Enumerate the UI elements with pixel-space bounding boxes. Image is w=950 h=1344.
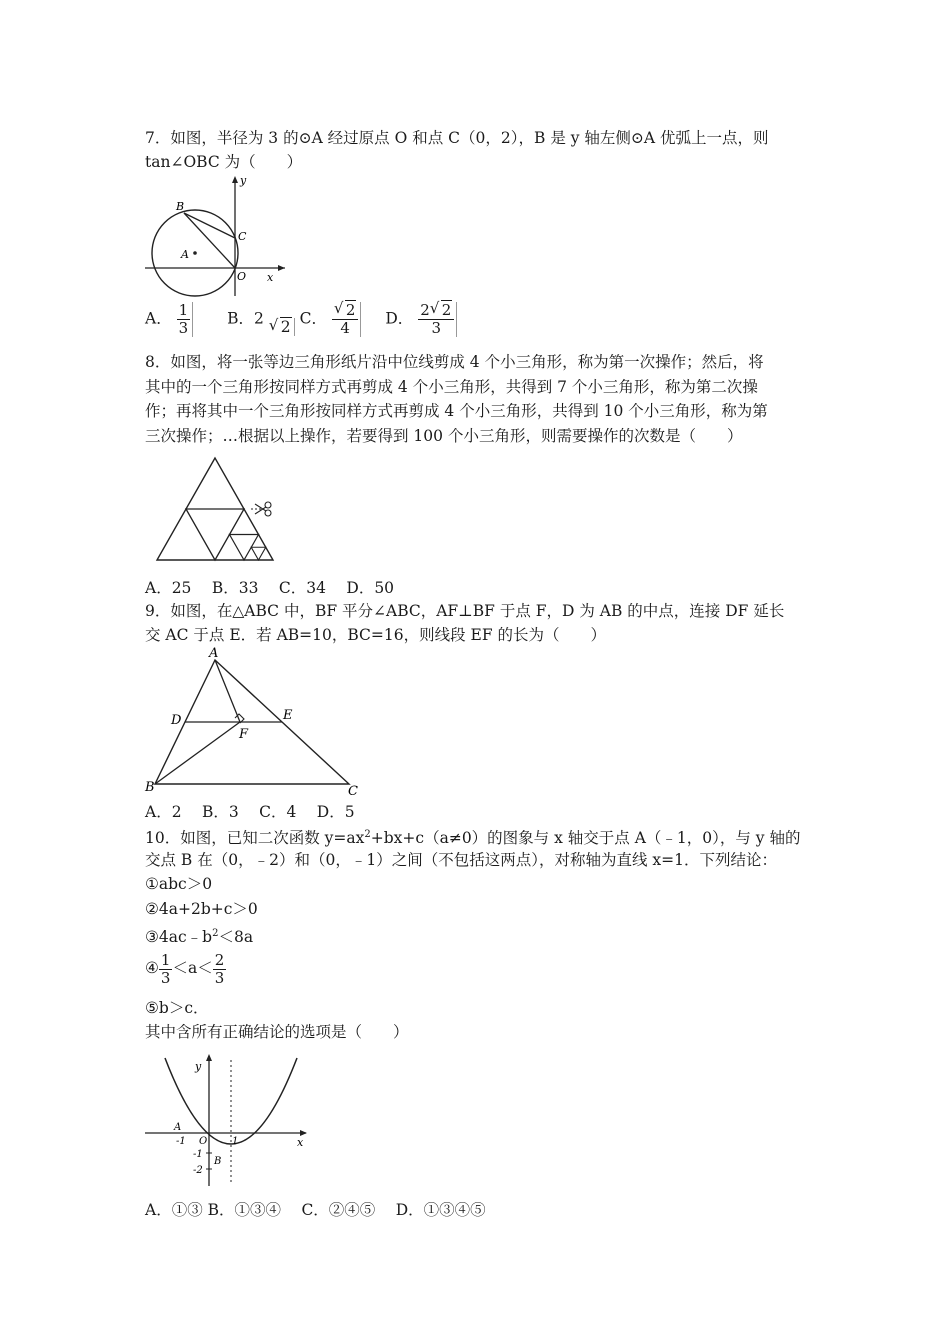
q8-text-line2: 其中的一个三角形按同样方式再剪成 4 个小三角形，共得到 7 个小三角形，称为第二次操 [145, 378, 758, 396]
q7-center-dot [193, 251, 197, 255]
q10-text-line1-post: +bx+c（a≠0）的图象与 x 轴交于点 A（﹣1，0），与 y 轴的 [370, 829, 801, 848]
q7-option-c-fraction [332, 302, 362, 337]
q10-text-line2: 交点 B 在（0，﹣2）和（0，﹣1）之间（不包括这两点），对称轴为直线 x=1．下列结论： [145, 851, 777, 869]
q10-parabola-graph [143, 1050, 311, 1188]
q7-option-a-denominator: 3 [178, 319, 189, 337]
q10-conclusion-5: ⑤b＞c． [145, 999, 209, 1017]
q9-label-c: C [348, 784, 358, 798]
q10-text-line1 [145, 825, 800, 848]
q9-segment-af [215, 660, 240, 722]
q10-label-minus1: -1 [176, 1136, 186, 1147]
q7-option-b-sqrt [269, 318, 295, 336]
q10-text-line1-sup: 2 [364, 829, 371, 840]
q10-frac1-denominator: 3 [160, 968, 171, 987]
q10-conclusion-4-pre: ④ [145, 959, 159, 977]
q7-option-a-fraction [177, 302, 194, 337]
scissors-icon [255, 502, 271, 516]
q10-figure [143, 1050, 311, 1188]
q7-segment-bo [184, 213, 235, 268]
q8-third-cut [251, 547, 266, 560]
q7-label-o: O [237, 270, 247, 283]
q9-label-b: B [145, 780, 155, 795]
q10-conclusion-4-mid: ＜a＜ [172, 959, 213, 977]
q7-option-c-denominator: 4 [340, 319, 350, 337]
q10-label-y-minus2: -2 [193, 1165, 203, 1176]
q8-text-line1: 8．如图，将一张等边三角形纸片沿中位线剪成 4 个小三角形，称为第一次操作；然后，将 [145, 353, 764, 371]
q10-conclusion-3-pre: ③4ac﹣b [145, 928, 213, 947]
q7-option-c-numerator [332, 302, 359, 320]
q10-conclusion-1: ①abc＞0 [145, 875, 213, 893]
q9-triangle-diagram [143, 646, 361, 798]
q9-segment-bf [155, 722, 240, 784]
q7-figure [143, 172, 288, 298]
q8-text-line4: 三次操作；…根据以上操作，若要得到 100 个小三角形，则需要操作的次数是（ ） [145, 427, 743, 445]
q7-option-a-label: A． [145, 309, 172, 328]
q10-label-y-minus1: -1 [193, 1149, 203, 1160]
q9-label-e: E [283, 708, 293, 723]
q7-y-arrow [232, 176, 238, 183]
q9-options: A．2 B．3 C．4 D．5 [145, 803, 355, 821]
q10-text-line1-pre: 10．如图，已知二次函数 y=ax [145, 829, 365, 848]
q7-option-d-coefficient: 2 [420, 301, 430, 319]
q7-option-d-radicand: 2 [441, 301, 452, 319]
q10-label-b: B [214, 1156, 222, 1167]
q9-figure [143, 646, 361, 798]
q10-label-o: O [199, 1136, 208, 1147]
q8-options: A．25 B．33 C．34 D．50 [145, 579, 395, 597]
q7-option-a-numerator: 1 [178, 301, 189, 319]
q10-label-one: 1 [232, 1136, 239, 1147]
q7-option-b-label: B．2 [227, 309, 264, 328]
q7-option-b-radicand: 2 [280, 317, 291, 336]
q7-x-arrow [278, 265, 285, 271]
q7-option-c-label: C． [299, 309, 327, 328]
q7-text-line1: 7．如图，半径为 3 的⊙A 经过原点 O 和点 C（0，2），B 是 y 轴左侧⊙A 优弧上一点，则 [145, 129, 769, 147]
q7-option-d-denominator: 3 [431, 319, 441, 337]
q10-label-y: y [195, 1060, 202, 1073]
q7-option-d-fraction [418, 302, 457, 337]
q7-label-x: x [267, 271, 274, 284]
q10-frac2-numerator: 2 [214, 950, 225, 969]
q7-option-d-label: D． [385, 309, 414, 328]
q10-conclusion-2: ②4a+2b+c＞0 [145, 900, 258, 918]
q9-label-f: F [239, 727, 249, 742]
q7-label-y: y [240, 174, 247, 187]
q10-conclusion-4-frac2 [213, 952, 227, 987]
q10-frac1-numerator: 1 [160, 950, 171, 969]
q10-conclusion-4-frac1 [159, 952, 173, 987]
q10-y-arrow [206, 1054, 212, 1061]
q8-text-line3: 作；再将其中一个三角形按同样方式再剪成 4 个小三角形，共得到 10 个小三角形，称为第 [145, 402, 768, 420]
q10-options: A．①③ B．①③④ C．②④⑤ D．①③④⑤ [145, 1201, 486, 1219]
q7-option-c-radicand: 2 [345, 301, 356, 319]
q9-text-line2: 交 AC 于点 E．若 AB=10，BC=16，则线段 EF 的长为（ ） [145, 626, 607, 644]
q8-figure [143, 452, 283, 566]
q10-frac2-denominator: 3 [214, 968, 225, 987]
q10-conclusion-4 [145, 946, 226, 990]
q8-triangle-diagram [143, 452, 283, 566]
q9-label-d: D [171, 713, 182, 728]
q7-label-b: B [176, 200, 185, 213]
q10-label-a: A [174, 1122, 182, 1133]
q9-label-a: A [209, 646, 219, 661]
q10-label-x: x [297, 1136, 304, 1149]
q7-label-c: C [238, 230, 247, 243]
q10-conclusion-3-sup: 2 [212, 928, 219, 939]
q10-question: 其中含所有正确结论的选项是（ ） [145, 1023, 409, 1041]
q9-text-line1: 9．如图，在△ABC 中，BF 平分∠ABC，AF⊥BF 于点 F，D 为 AB 的中点，连接 DF 延长 [145, 602, 785, 620]
q10-conclusion-3-post: ＜8a [218, 928, 254, 947]
q7-circle-diagram [143, 172, 288, 298]
q7-label-a: A [181, 248, 189, 261]
q7-text-line2: tan∠OBC 为（ ） [145, 153, 303, 171]
q10-conclusion-3 [145, 924, 253, 947]
q7-option-d-numerator [418, 302, 454, 320]
q7-options [145, 302, 457, 337]
